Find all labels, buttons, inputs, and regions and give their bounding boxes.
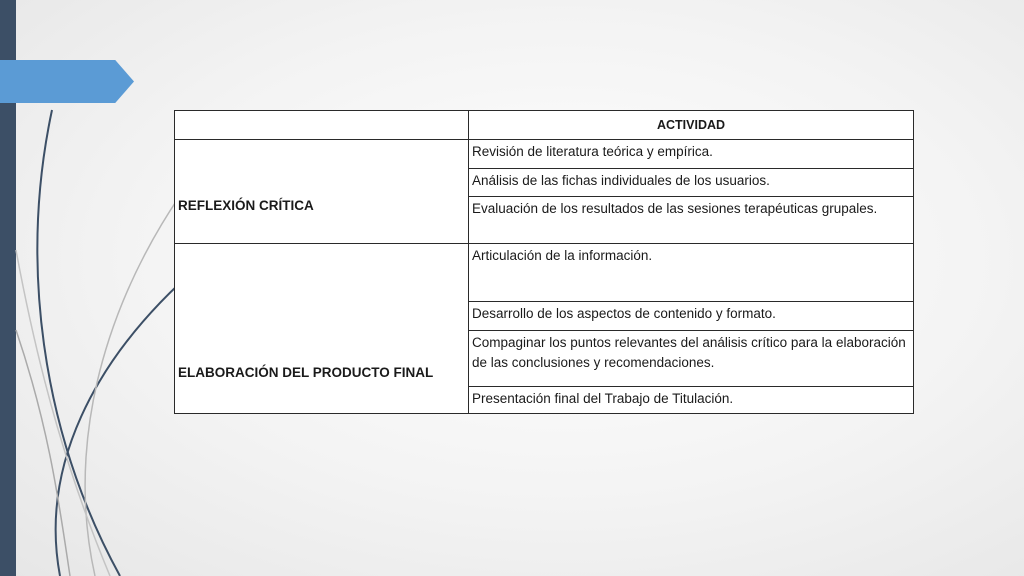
table-row <box>175 140 914 169</box>
activity-cell: Revisión de literatura teórica y empírica. <box>469 140 914 169</box>
activity-cell: Análisis de las fichas individuales de los usuarios. <box>469 169 914 197</box>
phase-elaboracion-producto-final: ELABORACIÓN DEL PRODUCTO FINAL <box>175 244 469 414</box>
activity-cell: Desarrollo de los aspectos de contenido y formato. <box>469 302 914 331</box>
header-blank-cell <box>175 111 469 140</box>
header-activity: ACTIVIDAD <box>469 111 914 140</box>
activity-cell: Articulación de la información. <box>469 244 914 302</box>
phase-reflexion-critica: REFLEXIÓN CRÍTICA <box>175 140 469 244</box>
activities-table <box>174 110 914 414</box>
activity-cell: Presentación final del Trabajo de Titulación. <box>469 387 914 414</box>
table-row <box>175 244 914 302</box>
table-header-row <box>175 111 914 140</box>
activity-cell: Evaluación de los resultados de las sesiones terapéuticas grupales. <box>469 197 914 244</box>
activity-cell: Compaginar los puntos relevantes del análisis crítico para la elaboración de las conclusiones y recomendaciones. <box>469 331 914 387</box>
